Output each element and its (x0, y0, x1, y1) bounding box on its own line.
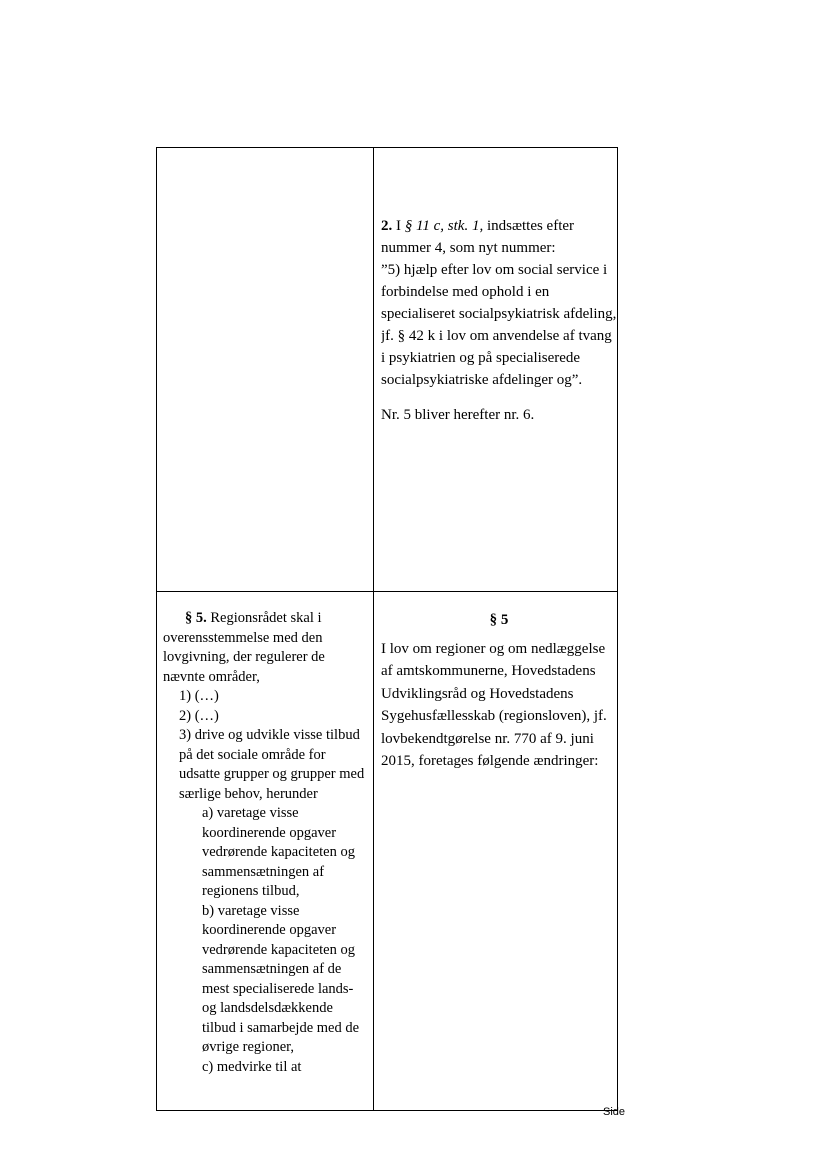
amendment-reference: § 11 c, stk. 1, (404, 218, 484, 234)
sub-list-item: c) medvirke til at (202, 1058, 302, 1075)
amendment-note: Nr. 5 bliver herefter nr. 6. (381, 407, 535, 423)
section-heading (381, 609, 617, 632)
amendment-paragraph (381, 215, 617, 259)
section-label: § 5. (185, 610, 207, 626)
amendment-intro-post: indsættes efter nummer 4, som nyt nummer: (381, 218, 575, 256)
list-item: 1) (…) (179, 688, 219, 704)
amendment-intro-pre: I (396, 218, 401, 234)
row-divider (157, 591, 617, 592)
list-item: 3) drive og udvikle visse tilbud på det sociale område for udsatte grupper og grupper med særlige behov, herunder (179, 727, 365, 802)
comparison-table (156, 147, 618, 1111)
amendment-quote: ”5) hjælp efter lov om social service i forbindelse med ophold i en specialiseret socialpsykiatrisk afdeling, jf. § 42 k i lov om anvendelse af tvang i psykiatrien og på specialiserede socialpsykiatriske afdelinger og”. (381, 262, 617, 388)
amendment-cell (381, 215, 617, 426)
current-law-cell (163, 609, 369, 1109)
column-divider (373, 148, 374, 1110)
sub-list-item: b) varetage visse koordinerende opgaver vedrørende kapaciteten og sammensætningen af de mest specialiserede lands- og landsdelsdækkende tilbud i samarbejde med de øvrige regioner, (202, 902, 360, 1055)
proposal-body: I lov om regioner og om nedlæggelse af amtskommunerne, Hovedstadens Udviklingsråd og Hovedstadens Sygehusfællesskab (regionsloven), jf. lovbekendtgørelse nr. 770 af 9. juni 2015, foretages følgende ændringer: (381, 640, 607, 769)
section-intro (163, 609, 369, 687)
list-item: 2) (…) (179, 707, 219, 724)
sub-list-item: a) varetage visse koordinerende opgaver vedrørende kapaciteten og sammensætningen af regionens tilbud, (202, 805, 355, 899)
amendment-number: 2. (381, 218, 393, 234)
section-heading-text: § 5 (489, 612, 509, 628)
section-intro-text: Regionsrådet skal i overensstemmelse med den lovgivning, der regulerer de nævnte områder, (163, 610, 325, 685)
proposal-cell (381, 609, 617, 773)
page-label: Side (603, 1106, 626, 1118)
